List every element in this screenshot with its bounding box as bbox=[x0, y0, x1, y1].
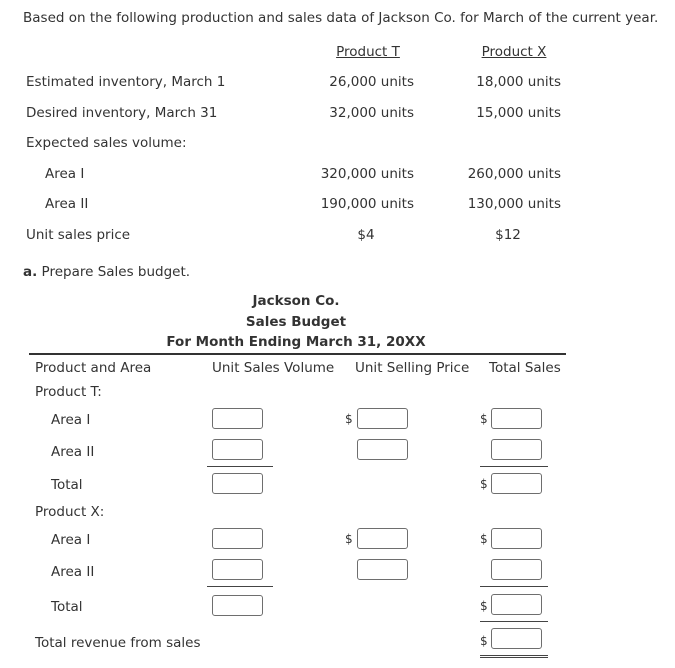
label-x-area1: Area I bbox=[51, 532, 91, 548]
label-product-x: Product X: bbox=[35, 504, 105, 520]
budget-title: Sales Budget bbox=[245, 314, 347, 330]
row-x-area1: 260,000 units bbox=[467, 166, 561, 182]
row-x-est-inventory: 18,000 units bbox=[476, 74, 561, 90]
revenue-subtotal-rule bbox=[480, 621, 548, 622]
row-t-est-inventory: 26,000 units bbox=[329, 74, 414, 90]
budget-period: For Month Ending March 31, 20XX bbox=[166, 334, 426, 350]
revenue-dollar: $ bbox=[480, 634, 488, 648]
col-header-product-t: Product T bbox=[336, 44, 400, 60]
x-area2-volume-input[interactable] bbox=[212, 559, 263, 580]
x-area2-price-input[interactable] bbox=[357, 559, 408, 580]
col-header-product-x: Product X bbox=[481, 44, 547, 60]
intro-text: Based on the following production and sales data of Jackson Co. for March of the current year. bbox=[23, 10, 659, 26]
label-total-revenue: Total revenue from sales bbox=[35, 635, 201, 651]
col-unit-price: Unit Selling Price bbox=[355, 360, 470, 376]
label-t-area2: Area II bbox=[51, 444, 95, 460]
row-label-est-inventory: Estimated inventory, March 1 bbox=[26, 74, 226, 90]
row-x-area2: 130,000 units bbox=[467, 196, 561, 212]
label-t-area1: Area I bbox=[51, 412, 91, 428]
header-rule bbox=[29, 353, 566, 355]
row-label-area2: Area II bbox=[45, 196, 89, 212]
x-sales-subtotal-rule bbox=[480, 586, 548, 587]
t-area1-total-input[interactable] bbox=[491, 408, 542, 429]
t-total-dollar: $ bbox=[480, 477, 488, 491]
part-a-instruction bbox=[23, 264, 190, 280]
t-total-volume-input[interactable] bbox=[212, 473, 263, 494]
t-area1-price-dollar: $ bbox=[345, 412, 353, 426]
x-total-sales-input[interactable] bbox=[491, 594, 542, 615]
label-x-area2: Area II bbox=[51, 564, 95, 580]
t-volume-subtotal-rule bbox=[207, 466, 273, 467]
t-sales-subtotal-rule bbox=[480, 466, 548, 467]
budget-company: Jackson Co. bbox=[252, 293, 340, 309]
label-t-total: Total bbox=[51, 477, 83, 493]
x-area2-total-input[interactable] bbox=[491, 559, 542, 580]
x-volume-subtotal-rule bbox=[207, 586, 273, 587]
row-t-area1: 320,000 units bbox=[320, 166, 414, 182]
row-t-desired-inventory: 32,000 units bbox=[329, 105, 414, 121]
row-label-unit-price: Unit sales price bbox=[26, 227, 131, 243]
x-area1-price-input[interactable] bbox=[357, 528, 408, 549]
col-unit-volume: Unit Sales Volume bbox=[212, 360, 335, 376]
x-total-volume-input[interactable] bbox=[212, 595, 263, 616]
x-area1-price-dollar: $ bbox=[345, 532, 353, 546]
x-area1-total-dollar: $ bbox=[480, 532, 488, 546]
row-x-desired-inventory: 15,000 units bbox=[476, 105, 561, 121]
revenue-double-rule bbox=[480, 655, 548, 658]
col-total-sales: Total Sales bbox=[489, 360, 561, 376]
t-area1-price-input[interactable] bbox=[357, 408, 408, 429]
label-x-total: Total bbox=[51, 599, 83, 615]
t-total-sales-input[interactable] bbox=[491, 473, 542, 494]
t-area2-total-input[interactable] bbox=[491, 439, 542, 460]
row-x-unit-price: $12 bbox=[495, 227, 521, 243]
col-product-area: Product and Area bbox=[35, 360, 152, 376]
row-label-desired-inventory: Desired inventory, March 31 bbox=[26, 105, 218, 121]
total-revenue-input[interactable] bbox=[491, 628, 542, 649]
row-t-area2: 190,000 units bbox=[320, 196, 414, 212]
t-area1-total-dollar: $ bbox=[480, 412, 488, 426]
row-t-unit-price: $4 bbox=[357, 227, 375, 243]
t-area2-volume-input[interactable] bbox=[212, 439, 263, 460]
t-area1-volume-input[interactable] bbox=[212, 408, 263, 429]
x-total-dollar: $ bbox=[480, 599, 488, 613]
row-label-area1: Area I bbox=[45, 166, 85, 182]
x-area1-total-input[interactable] bbox=[491, 528, 542, 549]
part-a-letter: a. bbox=[23, 264, 38, 280]
x-area1-volume-input[interactable] bbox=[212, 528, 263, 549]
row-label-expected-sales: Expected sales volume: bbox=[26, 135, 187, 151]
t-area2-price-input[interactable] bbox=[357, 439, 408, 460]
part-a-text: Prepare Sales budget. bbox=[37, 264, 191, 280]
label-product-t: Product T: bbox=[35, 384, 102, 400]
